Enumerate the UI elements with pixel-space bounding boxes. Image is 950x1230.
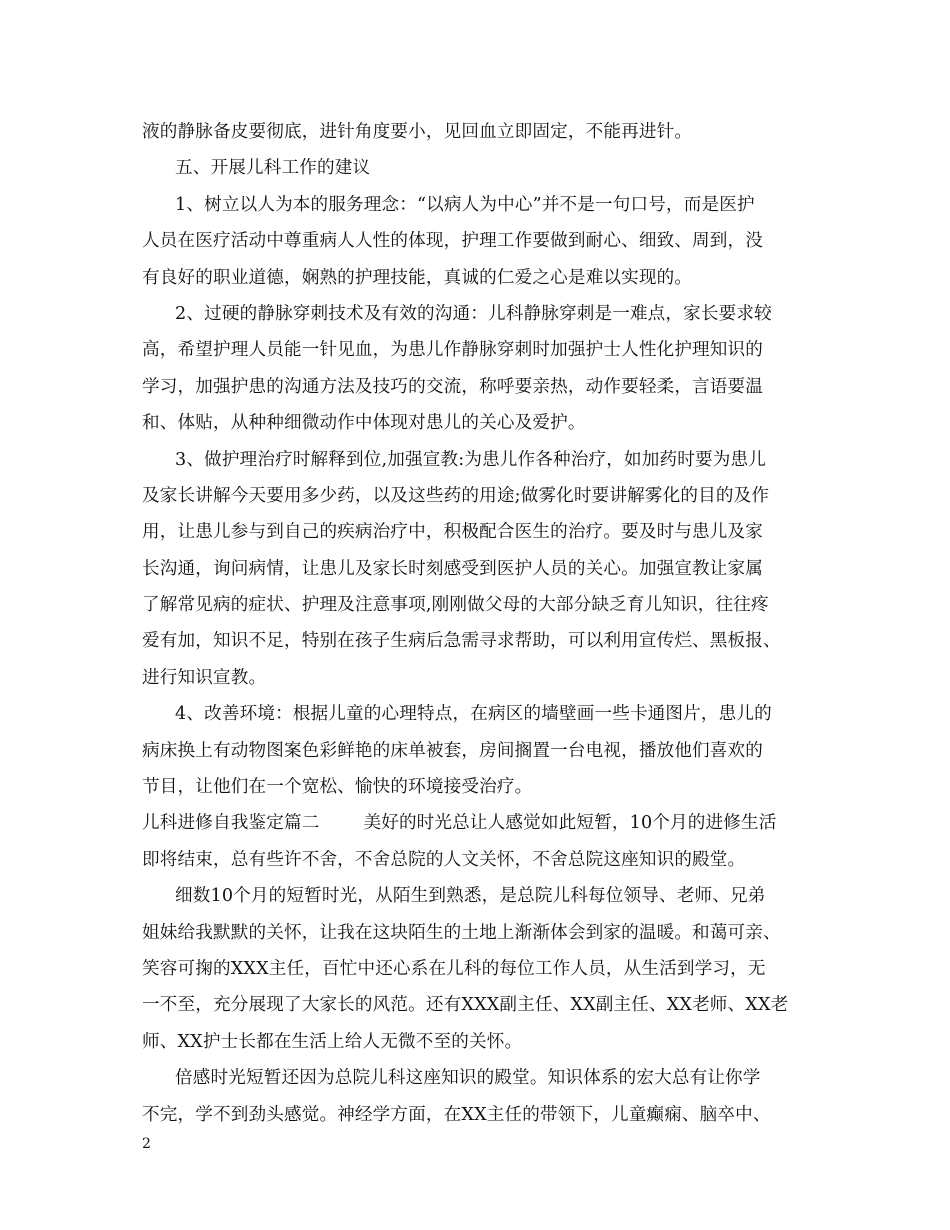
text-line-28: 不完，学不到劲头感觉。神经学方面，在XX主任的带领下，儿童癫痫、脑卒中、 [142, 1104, 771, 1125]
text-line-14: 了解常见病的症状、护理及注意事项,刚刚做父母的大部分缺乏育儿知识，往往疼 [142, 595, 769, 616]
text-line-26: 师、XX护士长都在生活上给人无微不至的关怀。 [142, 1031, 523, 1052]
text-line-4: 人员在医疗活动中尊重病人人性的体现，护理工作要做到耐心、细致、周到，没 [142, 231, 764, 252]
text-line-6: 2、过硬的静脉穿刺技术及有效的沟通：儿科静脉穿刺是一难点，家长要求较 [175, 303, 772, 324]
text-line-9: 和、体贴，从种种细微动作中体现对患儿的关心及爱护。 [142, 413, 586, 434]
text-line-13: 长沟通，询问病情，让患儿及家长时刻感受到医护人员的关心。加强宣教让家属 [142, 558, 764, 579]
text-line-10: 3、做护理治疗时解释到位,加强宣教:为患儿作各种治疗，如加药时要为患儿 [175, 449, 766, 470]
section-heading: 五、开展儿科工作的建议 [175, 158, 371, 179]
text-line-17: 4、改善环境：根据儿童的心理特点，在病区的墙壁画一些卡通图片，患儿的 [175, 704, 772, 725]
text-line-24: 笑容可掬的XXX主任，百忙中还心系在儿科的每位工作人员，从生活到学习，无 [142, 958, 766, 979]
text-line-5: 有良好的职业道德，娴熟的护理技能，真诚的仁爱之心是难以实现的。 [142, 267, 693, 288]
text-line-15: 爱有加，知识不足，特别在孩子生病后急需寻求帮助，可以利用宣传烂、黑板报、 [142, 631, 781, 652]
text-line-23: 姐妹给我默默的关怀，让我在这块陌生的土地上渐渐体会到家的温暖。和蔼可亲、 [142, 922, 781, 943]
text-line-11: 及家长讲解今天要用多少药，以及这些药的用途;做雾化时要讲解雾化的目的及作 [142, 485, 770, 506]
document-body [142, 114, 810, 1133]
text-line-7: 高，希望护理人员能一针见血，为患儿作静脉穿刺时加强护士人性化护理知识的 [142, 340, 764, 361]
text-line-16: 进行知识宣教。 [142, 667, 267, 688]
page-number: 2 [142, 1136, 151, 1152]
text-line-19: 节目，让他们在一个宽松、愉快的环境接受治疗。 [142, 777, 533, 798]
text-line-8: 学习，加强护患的沟通方法及技巧的交流，称呼要亲热，动作要轻柔，言语要温 [142, 376, 764, 397]
text-line-18: 病床换上有动物图案色彩鲜艳的床单被套，房间搁置一台电视，播放他们喜欢的 [142, 740, 764, 761]
article-opening: 美好的时光总让人感觉如此短暂，10个月的进修生活 [363, 813, 777, 834]
text-line-22: 细数10个月的短暂时光，从陌生到熟悉，是总院儿科每位领导、老师、兄弟 [175, 886, 766, 907]
text-line-3: 1、树立以人为本的服务理念：“以病人为中心”并不是一句口号，而是医护 [175, 194, 755, 215]
text-line-1: 液的静脉备皮要彻底，进针角度要小，见回血立即固定，不能再进针。 [142, 122, 693, 142]
text-line-20 [142, 805, 810, 841]
text-line-12: 用，让患儿参与到自己的疾病治疗中，积极配合医生的治疗。要及时与患儿及家 [142, 522, 764, 543]
text-line-21: 即将结束，总有些许不舍，不舍总院的人文关怀，不舍总院这座知识的殿堂。 [142, 849, 746, 870]
text-line-27: 倍感时光短暂还因为总院儿科这座知识的殿堂。知识体系的宏大总有让你学 [175, 1068, 761, 1089]
article-title: 儿科进修自我鉴定篇二 [142, 813, 320, 834]
text-line-25: 一不至，充分展现了大家长的风范。还有XXX副主任、XX副主任、XX老师、XX老 [142, 995, 789, 1016]
